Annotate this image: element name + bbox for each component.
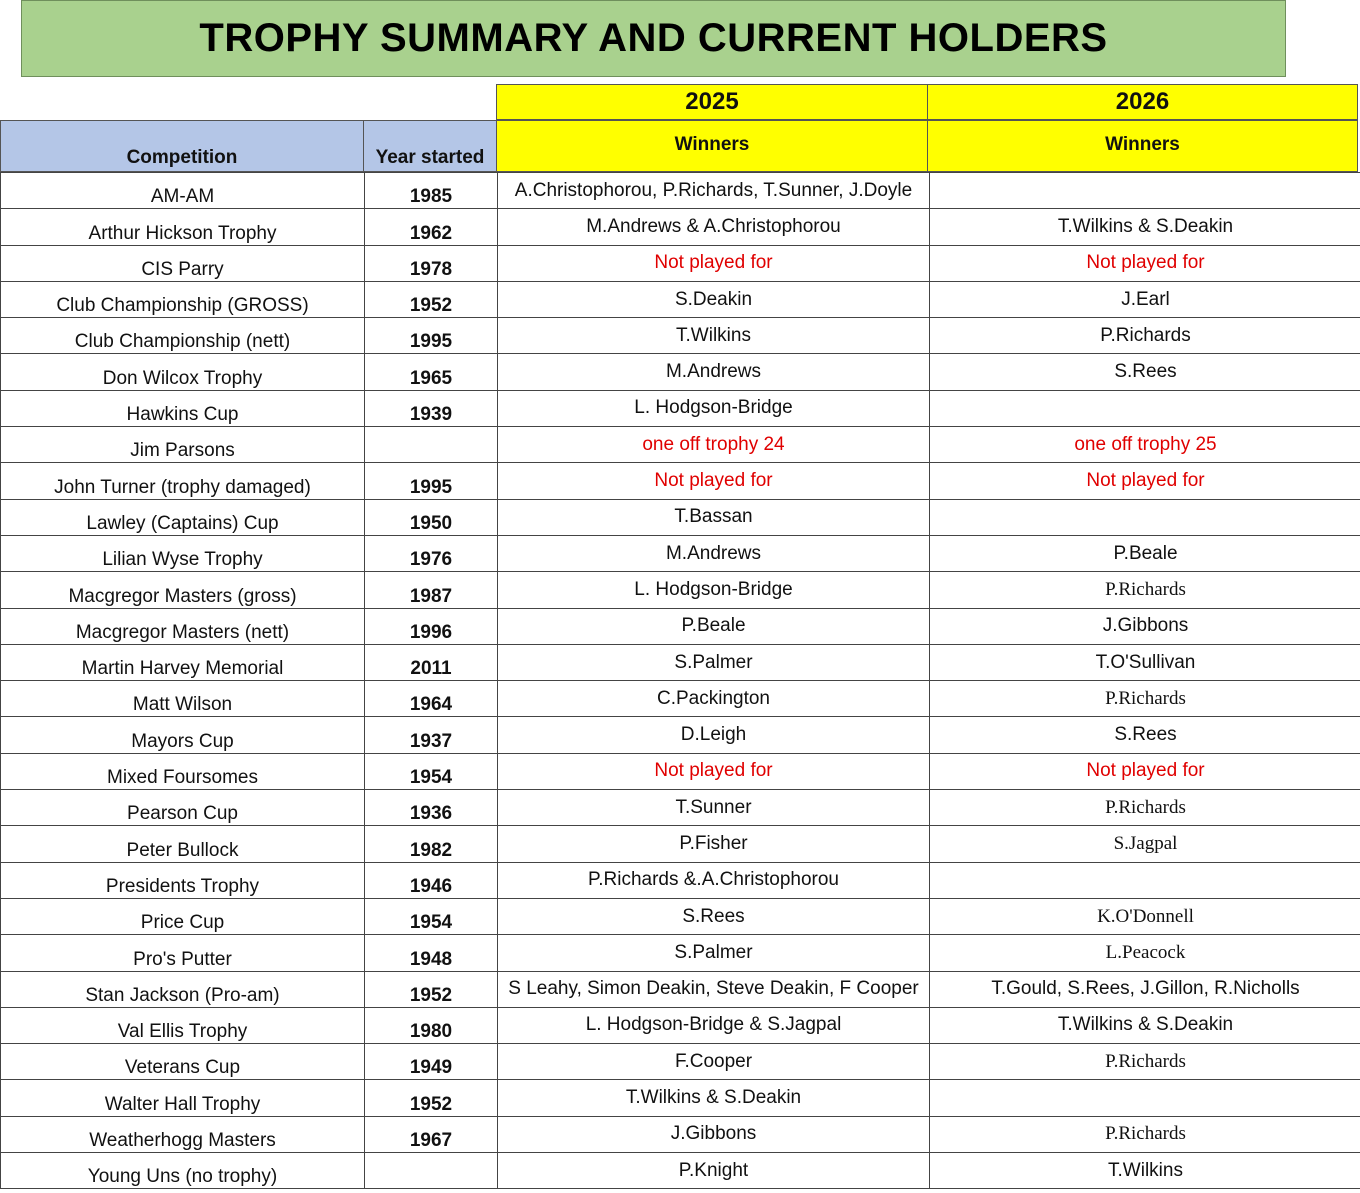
competition-cell: Lawley (Captains) Cup — [1, 499, 365, 535]
table-row — [1, 1080, 1360, 1116]
table-row — [1, 390, 1360, 426]
winners-2025-cell: L. Hodgson-Bridge — [498, 572, 930, 608]
table-row — [1, 427, 1360, 463]
winners-2026-cell: T.Gould, S.Rees, J.Gillon, R.Nicholls — [930, 971, 1360, 1007]
year-started-cell: 1996 — [365, 608, 498, 644]
year-started-cell: 2011 — [365, 644, 498, 680]
winners-2025-cell: D.Leigh — [498, 717, 930, 753]
competition-cell: Macgregor Masters (gross) — [1, 572, 365, 608]
year-started-cell — [365, 427, 498, 463]
year-started-cell: 1976 — [365, 535, 498, 571]
winners-2025-cell: one off trophy 24 — [498, 427, 930, 463]
year-started-cell: 1978 — [365, 245, 498, 281]
year-started-cell: 1995 — [365, 318, 498, 354]
year-started-cell: 1967 — [365, 1116, 498, 1152]
winners-2025-cell: L. Hodgson-Bridge — [498, 390, 930, 426]
table-row — [1, 1007, 1360, 1043]
table-row — [1, 681, 1360, 717]
year-started-cell: 1952 — [365, 971, 498, 1007]
table-row — [1, 826, 1360, 862]
year-header-2026 — [927, 84, 1358, 120]
table-row — [1, 971, 1360, 1007]
competition-cell: Club Championship (nett) — [1, 318, 365, 354]
year-started-cell: 1962 — [365, 209, 498, 245]
winners-2025-cell: T.Wilkins — [498, 318, 930, 354]
winners-2026-cell: P.Richards — [930, 318, 1360, 354]
year-started-cell: 1954 — [365, 753, 498, 789]
table-row — [1, 898, 1360, 934]
competition-cell: Young Uns (no trophy) — [1, 1153, 365, 1189]
year-started-cell: 1964 — [365, 681, 498, 717]
competition-cell: Hawkins Cup — [1, 390, 365, 426]
competition-cell: Pearson Cup — [1, 790, 365, 826]
table-row — [1, 281, 1360, 317]
winners-2025-cell: M.Andrews & A.Christophorou — [498, 209, 930, 245]
competition-header-label: Competition — [126, 147, 238, 168]
winners-2026-cell — [930, 1080, 1360, 1116]
table-row — [1, 173, 1360, 209]
year-started-cell: 1950 — [365, 499, 498, 535]
competition-cell: Macgregor Masters (nett) — [1, 608, 365, 644]
winners-2025-cell: S.Rees — [498, 898, 930, 934]
winners-2025-cell: F.Cooper — [498, 1044, 930, 1080]
winners-2026-cell: T.O'Sullivan — [930, 644, 1360, 680]
winners-2026-cell: Not played for — [930, 463, 1360, 499]
table-row — [1, 717, 1360, 753]
winners-2025-cell: M.Andrews — [498, 354, 930, 390]
winners-2025-cell: Not played for — [498, 753, 930, 789]
winners-2026-cell: J.Earl — [930, 281, 1360, 317]
winners-2025-cell: S.Palmer — [498, 935, 930, 971]
winners-2026-cell: P.Richards — [930, 1044, 1360, 1080]
competition-cell: Lilian Wyse Trophy — [1, 535, 365, 571]
competition-cell: John Turner (trophy damaged) — [1, 463, 365, 499]
table-row — [1, 535, 1360, 571]
competition-cell: Walter Hall Trophy — [1, 1080, 365, 1116]
winners-2026-cell: P.Richards — [930, 790, 1360, 826]
competition-cell: Peter Bullock — [1, 826, 365, 862]
year-started-cell: 1949 — [365, 1044, 498, 1080]
winners-2026-cell: T.Wilkins & S.Deakin — [930, 209, 1360, 245]
winners-2025-cell: Not played for — [498, 245, 930, 281]
year-started-cell: 1965 — [365, 354, 498, 390]
table-row — [1, 862, 1360, 898]
winners-2025-cell: T.Bassan — [498, 499, 930, 535]
winners-2026-cell: K.O'Donnell — [930, 898, 1360, 934]
winners-2026-cell — [930, 390, 1360, 426]
winners-2025-cell: J.Gibbons — [498, 1116, 930, 1152]
winners-2025-cell: C.Packington — [498, 681, 930, 717]
competition-cell: Presidents Trophy — [1, 862, 365, 898]
competition-cell: Jim Parsons — [1, 427, 365, 463]
table-row — [1, 1153, 1360, 1189]
year-started-cell: 1937 — [365, 717, 498, 753]
competition-cell: Veterans Cup — [1, 1044, 365, 1080]
table-row — [1, 644, 1360, 680]
winners-2025-cell: T.Wilkins & S.Deakin — [498, 1080, 930, 1116]
year-started-cell: 1939 — [365, 390, 498, 426]
year-header-2025 — [496, 84, 928, 120]
winners-header-2025-label: Winners — [674, 134, 750, 155]
competition-cell: Don Wilcox Trophy — [1, 354, 365, 390]
winners-header-2025 — [496, 120, 928, 172]
winners-2025-cell: P.Fisher — [498, 826, 930, 862]
year-started-cell: 1948 — [365, 935, 498, 971]
competition-cell: Mayors Cup — [1, 717, 365, 753]
year-started-cell: 1946 — [365, 862, 498, 898]
table-row — [1, 463, 1360, 499]
winners-2026-cell: S.Rees — [930, 354, 1360, 390]
competition-header — [0, 120, 364, 172]
winners-2026-cell: T.Wilkins — [930, 1153, 1360, 1189]
winners-2026-cell: P.Richards — [930, 1116, 1360, 1152]
winners-2025-cell: M.Andrews — [498, 535, 930, 571]
table-row — [1, 209, 1360, 245]
table-row — [1, 318, 1360, 354]
table-row — [1, 1044, 1360, 1080]
trophy-table — [0, 172, 1360, 1189]
winners-2026-cell: P.Richards — [930, 572, 1360, 608]
year-header-2025-label: 2025 — [685, 88, 739, 115]
competition-cell: Pro's Putter — [1, 935, 365, 971]
winners-2025-cell: A.Christophorou, P.Richards, T.Sunner, J.Doyle — [498, 173, 930, 209]
competition-cell: Matt Wilson — [1, 681, 365, 717]
year-started-header-label: Year started — [375, 147, 485, 168]
winners-2025-cell: S Leahy, Simon Deakin, Steve Deakin, F Cooper — [498, 971, 930, 1007]
competition-cell: CIS Parry — [1, 245, 365, 281]
year-header-2026-label: 2026 — [1115, 88, 1170, 115]
year-started-cell — [365, 1153, 498, 1189]
winners-2025-cell: L. Hodgson-Bridge & S.Jagpal — [498, 1007, 930, 1043]
competition-cell: AM-AM — [1, 173, 365, 209]
winners-header-2026 — [927, 120, 1358, 172]
table-row — [1, 935, 1360, 971]
year-started-cell: 1952 — [365, 1080, 498, 1116]
winners-2026-cell: P.Beale — [930, 535, 1360, 571]
winners-2025-cell: T.Sunner — [498, 790, 930, 826]
winners-2025-cell: P.Beale — [498, 608, 930, 644]
winners-2026-cell: one off trophy 25 — [930, 427, 1360, 463]
winners-2025-cell: S.Palmer — [498, 644, 930, 680]
winners-2026-cell: Not played for — [930, 753, 1360, 789]
table-row — [1, 753, 1360, 789]
competition-cell: Arthur Hickson Trophy — [1, 209, 365, 245]
winners-2026-cell: Not played for — [930, 245, 1360, 281]
year-started-cell: 1987 — [365, 572, 498, 608]
winners-2025-cell: S.Deakin — [498, 281, 930, 317]
competition-cell: Price Cup — [1, 898, 365, 934]
winners-2026-cell: T.Wilkins & S.Deakin — [930, 1007, 1360, 1043]
table-row — [1, 245, 1360, 281]
table-row — [1, 354, 1360, 390]
table-row — [1, 499, 1360, 535]
year-started-cell: 1985 — [365, 173, 498, 209]
winners-2026-cell: S.Jagpal — [930, 826, 1360, 862]
winners-2026-cell — [930, 173, 1360, 209]
winners-2026-cell: S.Rees — [930, 717, 1360, 753]
year-started-cell: 1954 — [365, 898, 498, 934]
table-row — [1, 1116, 1360, 1152]
competition-cell: Club Championship (GROSS) — [1, 281, 365, 317]
title-banner — [21, 0, 1286, 77]
year-started-cell: 1952 — [365, 281, 498, 317]
year-started-header — [363, 120, 497, 172]
winners-2026-cell — [930, 499, 1360, 535]
competition-cell: Stan Jackson (Pro-am) — [1, 971, 365, 1007]
year-started-cell: 1980 — [365, 1007, 498, 1043]
winners-header-2026-label: Winners — [1105, 134, 1180, 155]
page-title: TROPHY SUMMARY AND CURRENT HOLDERS — [199, 16, 1108, 60]
winners-2025-cell: Not played for — [498, 463, 930, 499]
table-row — [1, 790, 1360, 826]
year-started-cell: 1936 — [365, 790, 498, 826]
winners-2026-cell: L.Peacock — [930, 935, 1360, 971]
competition-cell: Weatherhogg Masters — [1, 1116, 365, 1152]
winners-2026-cell: P.Richards — [930, 681, 1360, 717]
year-started-cell: 1995 — [365, 463, 498, 499]
year-started-cell: 1982 — [365, 826, 498, 862]
winners-2026-cell: J.Gibbons — [930, 608, 1360, 644]
winners-2025-cell: P.Knight — [498, 1153, 930, 1189]
winners-2026-cell — [930, 862, 1360, 898]
table-row — [1, 572, 1360, 608]
competition-cell: Mixed Foursomes — [1, 753, 365, 789]
competition-cell: Martin Harvey Memorial — [1, 644, 365, 680]
table-row — [1, 608, 1360, 644]
winners-2025-cell: P.Richards &.A.Christophorou — [498, 862, 930, 898]
competition-cell: Val Ellis Trophy — [1, 1007, 365, 1043]
